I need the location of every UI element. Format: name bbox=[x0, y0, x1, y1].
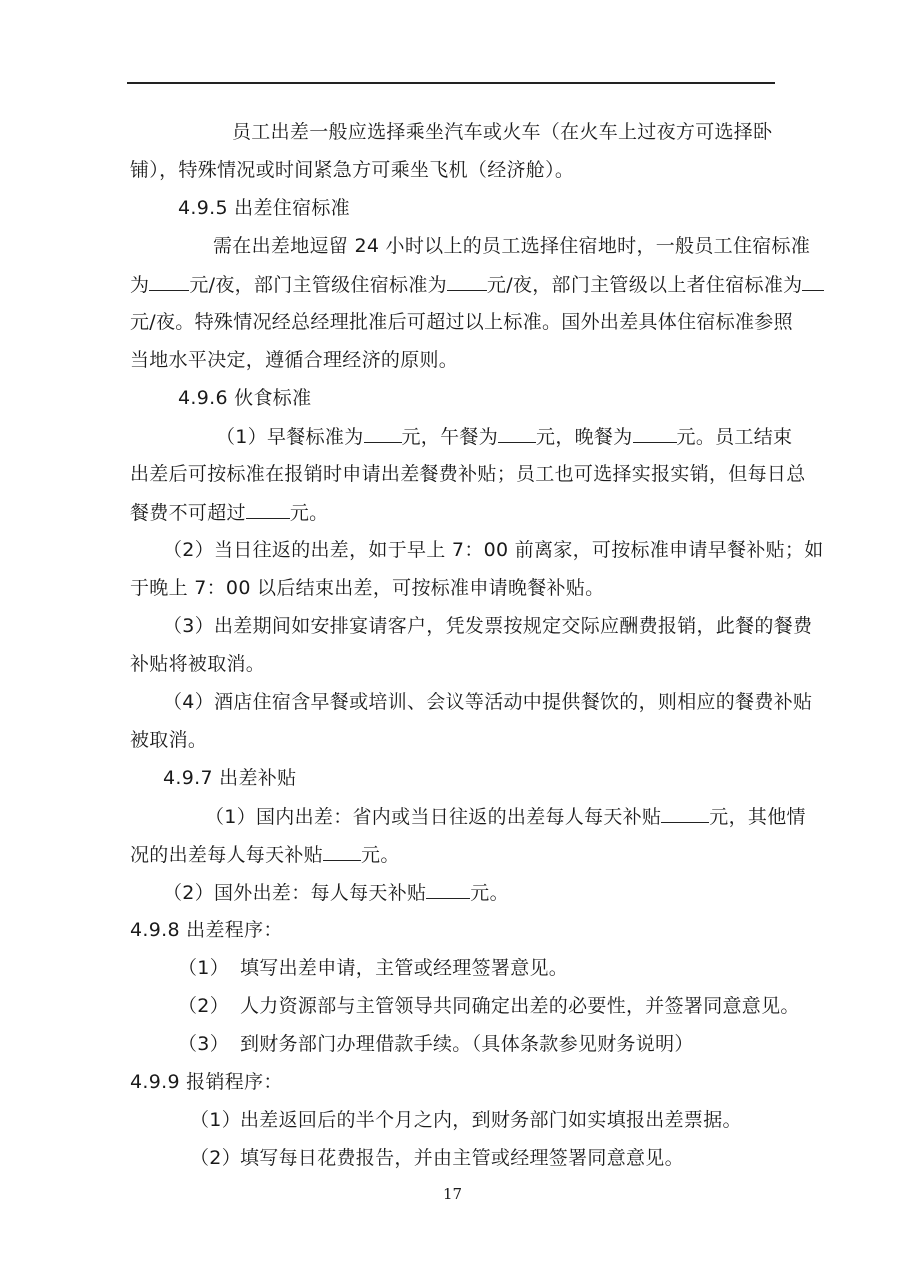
paragraph-line: 员工出差一般应选择乘坐汽车或火车（在火车上过夜方可选择卧 bbox=[232, 121, 773, 143]
paragraph-line: （1）早餐标准为 元，午餐为 元，晚餐为 元。员工结束 bbox=[216, 426, 793, 448]
paragraph-line: 为 元/夜，部门主管级住宿标准为 元/夜，部门主管级以上者住宿标准为 bbox=[130, 272, 824, 297]
paragraph-line: 况的出差每人每天补贴 元。 bbox=[130, 844, 400, 866]
step-text: 出差返回后的半个月之内，到财务部门如实填报出差票据。 bbox=[240, 1109, 742, 1131]
section-heading-4-9-5: 4.9.5 出差住宿标准 bbox=[178, 197, 350, 219]
section-heading-4-9-7: 4.9.7 出差补贴 bbox=[163, 767, 297, 789]
step-text: 到财务部门办理借款手续。（具体条款参见财务说明） bbox=[240, 1033, 694, 1055]
paragraph-line: 当地水平决定，遵循合理经济的原则。 bbox=[130, 349, 459, 371]
blank-field bbox=[661, 804, 709, 823]
step-text: 填写出差申请，主管或经理签署意见。 bbox=[240, 957, 569, 979]
blank-field bbox=[149, 272, 189, 291]
header-rule bbox=[127, 82, 775, 84]
step-text: 人力资源部与主管领导共同确定出差的必要性，并签署同意意见。 bbox=[240, 995, 800, 1017]
paragraph-line: （4）酒店住宿含早餐或培训、会议等活动中提供餐饮的，则相应的餐费补贴 bbox=[163, 691, 813, 713]
paragraph-line: （2）当日往返的出差，如于早上 7：00 前离家，可按标准申请早餐补贴；如 bbox=[163, 539, 824, 561]
blank-field bbox=[498, 424, 536, 443]
step-number: （2） bbox=[178, 995, 229, 1017]
paragraph-line: 被取消。 bbox=[130, 729, 208, 751]
paragraph-line: 铺），特殊情况或时间紧急方可乘坐飞机（经济舱）。 bbox=[130, 159, 575, 181]
step-number: （1） bbox=[178, 957, 229, 979]
procedure-step bbox=[190, 1146, 684, 1170]
paragraph-line: 于晚上 7：00 以后结束出差，可按标准申请晚餐补贴。 bbox=[130, 577, 605, 599]
paragraph-line: 补贴将被取消。 bbox=[130, 653, 266, 675]
step-text: 填写每日花费报告，并由主管或经理签署同意意见。 bbox=[240, 1147, 684, 1169]
paragraph-line: （3）出差期间如安排宴请客户，凭发票按规定交际应酬费报销，此餐的餐费 bbox=[163, 615, 813, 637]
blank-field bbox=[246, 500, 290, 519]
step-number: （3） bbox=[178, 1033, 229, 1055]
section-heading-4-9-8: 4.9.8 出差程序： bbox=[130, 919, 283, 941]
procedure-step bbox=[178, 1032, 694, 1056]
paragraph-line: 需在出差地逗留 24 小时以上的员工选择住宿地时，一般员工住宿标准 bbox=[213, 235, 811, 257]
section-heading-4-9-9: 4.9.9 报销程序： bbox=[130, 1071, 283, 1093]
page-number: 17 bbox=[442, 1185, 463, 1203]
procedure-step bbox=[190, 1108, 742, 1132]
blank-field bbox=[323, 842, 361, 861]
blank-field bbox=[802, 272, 824, 291]
step-number: （2） bbox=[190, 1147, 241, 1169]
procedure-step bbox=[178, 994, 800, 1018]
paragraph-line: 出差后可按标准在报销时申请出差餐费补贴；员工也可选择实报实销，但每日总 bbox=[130, 463, 806, 485]
blank-field bbox=[447, 272, 487, 291]
blank-field bbox=[426, 880, 470, 899]
paragraph-line: 元/夜。特殊情况经总经理批准后可超过以上标准。国外出差具体住宿标准参照 bbox=[130, 311, 793, 333]
blank-field bbox=[364, 424, 402, 443]
section-heading-4-9-6: 4.9.6 伙食标准 bbox=[178, 387, 312, 409]
paragraph-line: （1）国内出差：省内或当日往返的出差每人每天补贴 元，其他情 bbox=[205, 806, 806, 828]
blank-field bbox=[633, 424, 677, 443]
paragraph-line: （2）国外出差：每人每天补贴 元。 bbox=[163, 882, 509, 904]
step-number: （1） bbox=[190, 1109, 241, 1131]
procedure-step bbox=[178, 956, 568, 980]
paragraph-line: 餐费不可超过 元。 bbox=[130, 502, 329, 524]
